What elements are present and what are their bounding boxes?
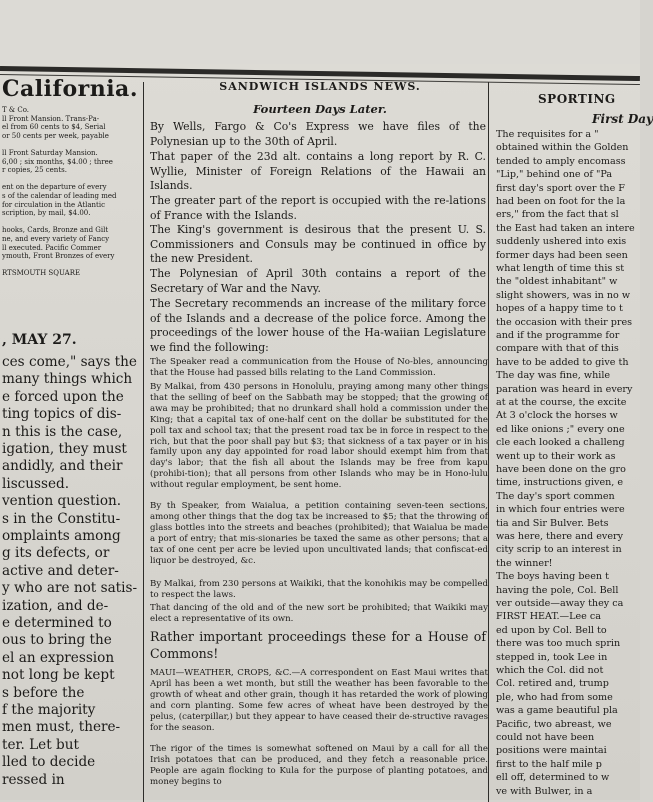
text-line: ll Front Saturday Mansion.: [2, 149, 98, 157]
text-line: g its defects, or: [2, 545, 110, 562]
text-line: f the majority: [2, 702, 96, 718]
page-top-margin: [0, 0, 640, 64]
masthead-title: California.: [2, 76, 138, 102]
text-line: first to the half mile p: [496, 758, 602, 770]
text-line: s before the: [2, 684, 85, 701]
paragraph: The greater part of the report is occupied with the re-lations of France with the Islands.: [150, 194, 486, 222]
text-line: ed like onions ;" every one: [496, 423, 625, 435]
text-line: andidly, and their: [2, 458, 123, 475]
text-line: ll Front Mansion. Trans-Pa-: [2, 114, 100, 123]
text-line: liscussed.: [2, 475, 70, 492]
text-line: FIRST HEAT.—Lee ca: [496, 611, 601, 623]
text-line: was here, there and every: [496, 531, 624, 542]
column-divider: [143, 82, 144, 802]
text-line: had been on foot for the la: [496, 196, 626, 207]
text-line: ressed in: [2, 771, 65, 788]
text-line: el an expression: [2, 649, 115, 666]
text-line: the East had taken an intere: [496, 222, 635, 234]
text-line: 6,00 ; six months, $4.00 ; three: [2, 157, 113, 166]
issue-date: , MAY 27.: [2, 332, 77, 348]
text-line: e forced upon the: [2, 388, 124, 405]
legislature-item: That dancing of the old and of the new sort be prohibited; that Waikiki may elect a representative of its own.: [150, 603, 488, 624]
paragraph: Rather important proceedings these for a House of Commons!: [150, 629, 486, 661]
text-line: what length of time this st: [496, 263, 625, 274]
paragraph: The Secretary recommends an increase of the military force of the Islands and a decrease of the police force. Among the proceedings of the lower house of the Ha-waiian Legislature we find the following:: [150, 297, 486, 354]
paragraph: The Polynesian of April 30th contains a report of the Secretary of War and the Navy.: [150, 267, 486, 295]
text-line: ver outside—away they ca: [496, 598, 624, 609]
text-line: The requisites for a ": [496, 129, 599, 140]
text-line: ll executed. Pacific Commer: [2, 243, 102, 252]
text-line: ting topics of dis-: [2, 406, 122, 423]
text-line: city scrip to an interest in: [496, 544, 622, 556]
text-line: ous to bring the: [2, 632, 112, 649]
text-line: scription, by mail, $4.00.: [2, 209, 91, 218]
text-line: omplaints among: [2, 528, 121, 544]
text-line: could not have been: [496, 732, 595, 743]
text-line: went up to their work as: [496, 450, 616, 462]
text-line: having the pole, Col. Bell: [496, 584, 619, 596]
text-line: e determined to: [2, 615, 112, 631]
text-line: RTSMOUTH SQUARE: [2, 269, 81, 278]
text-line: or 50 cents per week, payable: [2, 131, 109, 140]
paragraph: The King's government is desirous that the present U. S. Commissioners and Consuls may be continued in office by the new President.: [150, 223, 486, 265]
text-line: stepped in, took Lee in: [496, 651, 608, 663]
text-line: men must, there-: [2, 719, 121, 736]
text-line: ers," from the fact that sl: [496, 209, 619, 221]
right-column: [492, 86, 653, 800]
text-line: cle each looked a challeng: [496, 437, 625, 449]
text-line: T & Co.: [2, 106, 30, 114]
text-line: ve with Bulwer, in a: [496, 785, 593, 797]
text-line: hopes of a happy time to t: [496, 303, 623, 315]
text-line: hooks, Cards, Bronze and Gilt: [2, 226, 109, 235]
article-subheading: Fourteen Days Later.: [253, 102, 387, 116]
text-line: in which four entries were: [496, 504, 625, 516]
text-line: The day's sport commen: [496, 490, 615, 502]
text-line: n this is the case,: [2, 423, 123, 440]
text-line: have to be added to give th: [496, 356, 629, 368]
left-column: [0, 74, 140, 800]
text-line: ces come," says the: [2, 354, 137, 370]
text-line: Pacific, two abreast, we: [496, 718, 612, 730]
text-line: "Lip," behind one of "Pa: [496, 169, 613, 181]
text-line: and if the programme for: [496, 330, 620, 341]
text-line: el from 60 cents to $4, Serial: [2, 123, 106, 132]
text-line: s of the calendar of leading med: [2, 192, 117, 200]
maui-item: MAUI—WEATHER, CROPS, &C.—A correspondent on East Maui writes that April has been a wet month, but still the weather has been favorable to the growth of wheat and other grain, though it has retarded the work of plowing and corn planting. Some few acres of wheat have been destroyed by the pelus, (caterpillar,) but they appear to have ceased their de-structive ravages for the season.: [150, 668, 488, 733]
text-line: ed upon by Col. Bell to: [496, 624, 607, 636]
text-line: ization, and de-: [2, 597, 109, 614]
text-line: r copies, 25 cents.: [2, 166, 67, 175]
text-line: there was too much sprin: [496, 638, 621, 650]
text-line: ter. Let but: [2, 736, 79, 753]
paragraph: By Wells, Fargo & Co's Express we have files of the Polynesian up to the 30th of April.: [150, 120, 486, 148]
center-column: [150, 80, 490, 800]
text-line: the winner!: [496, 557, 553, 569]
text-line: s in the Constitu-: [2, 510, 121, 527]
text-line: igation, they must: [2, 441, 127, 457]
text-line: slight showers, was in no w: [496, 289, 631, 301]
text-line: positions were maintai: [496, 745, 607, 757]
text-line: the "oldest inhabitant" w: [496, 276, 618, 288]
legislature-item: The Speaker read a communication from the House of No-bles, announcing that the House had passed bills relating to the Land Commission.: [150, 357, 488, 378]
text-line: first day's sport over the F: [496, 182, 625, 194]
text-line: The boys having been t: [496, 571, 609, 583]
text-line: obtained within the Golden: [496, 142, 629, 154]
text-line: y who are not satis-: [2, 580, 138, 597]
text-line: tended to amply encomass: [496, 155, 626, 167]
text-line: compare with that of this: [496, 343, 619, 355]
text-line: at at the course, the excite: [496, 397, 627, 408]
text-line: At 3 o'clock the horses w: [496, 410, 618, 422]
text-line: ell off, determined to w: [496, 772, 610, 784]
legislature-item: By Malkai, from 430 persons in Honolulu, praying among many other things that the selling of beef on the Sabbath may be stopped; that the growing of awa may be prohibited; that no drunkard shall hold a commission under the King; that a capital tax of one-half cent on the dollar be substituted for the poll tax and school tax; that the present road tax be in force in respect to the rich, but that the poor shall pay but $3; that sickness of a tax payer or in his family upon any day appointed for road labor should exempt him from that day's labor; that the fish all about the Islands may be free from kapu (prohibi-tion); that all persons from other Islands who may be in Hono-lulu without regular employment, be sent home.: [150, 382, 488, 491]
paragraph: That paper of the 23d alt. contains a long report by R. C. Wyllie, Minister of Foreign Relations of the Hawaii an Islands.: [150, 150, 486, 192]
text-line: time, instructions given, e: [496, 477, 624, 489]
sporting-subheading: First Day: [592, 112, 653, 126]
text-line: many things which: [2, 371, 133, 388]
text-line: Col. retired and, trump: [496, 678, 609, 690]
text-line: The day was fine, while: [496, 370, 611, 382]
text-line: tia and Sir Bulver. Bets: [496, 517, 609, 529]
text-line: for circulation in the Atlantic: [2, 200, 106, 209]
text-line: suddenly ushered into exis: [496, 236, 627, 248]
text-line: active and deter-: [2, 562, 119, 579]
maui-item: The rigor of the times is somewhat softened on Maui by a call for all the Irish potatoes that can be produced, and they fetch a reasonable price. People are again flocking to Kula for the purpose of planting potatoes, and money begins to: [150, 744, 488, 787]
text-line: was a game beautiful pla: [496, 705, 618, 717]
text-line: ple, who had from some: [496, 691, 613, 703]
legislature-item: By Malkai, from 230 persons at Waikiki, that the konohikis may be compelled to respect the laws.: [150, 579, 488, 600]
text-line: which the Col. did not: [496, 665, 604, 676]
text-line: paration was heard in every: [496, 383, 633, 395]
sporting-heading: SPORTING: [538, 92, 616, 106]
text-line: have been done on the gro: [496, 464, 626, 475]
text-line: lled to decide: [2, 754, 96, 771]
text-line: ymouth, Front Bronzes of every: [2, 252, 115, 261]
text-line: former days had been seen: [496, 249, 628, 261]
article-heading: SANDWICH ISLANDS NEWS.: [219, 80, 421, 93]
text-line: ne, and every variety of Fancy: [2, 235, 110, 243]
text-line: vention question.: [2, 493, 122, 510]
text-line: the occasion with their pres: [496, 316, 633, 328]
legislature-item: By th Speaker, from Waialua, a petition containing seven-teen sections, among other things that the dog tax be increased to $5; that the throwing of glass bottles into the streets and beaches (prohibited); that Waialua be made a port of entry; that mis-sionaries be taxed the same as other persons; that a tax of one cent per acre be levied upon uncultivated lands; that confiscat-ed liquor be destroyed, &c.: [150, 501, 488, 566]
text-line: not long be kept: [2, 667, 115, 684]
text-line: ent on the departure of every: [2, 183, 107, 192]
